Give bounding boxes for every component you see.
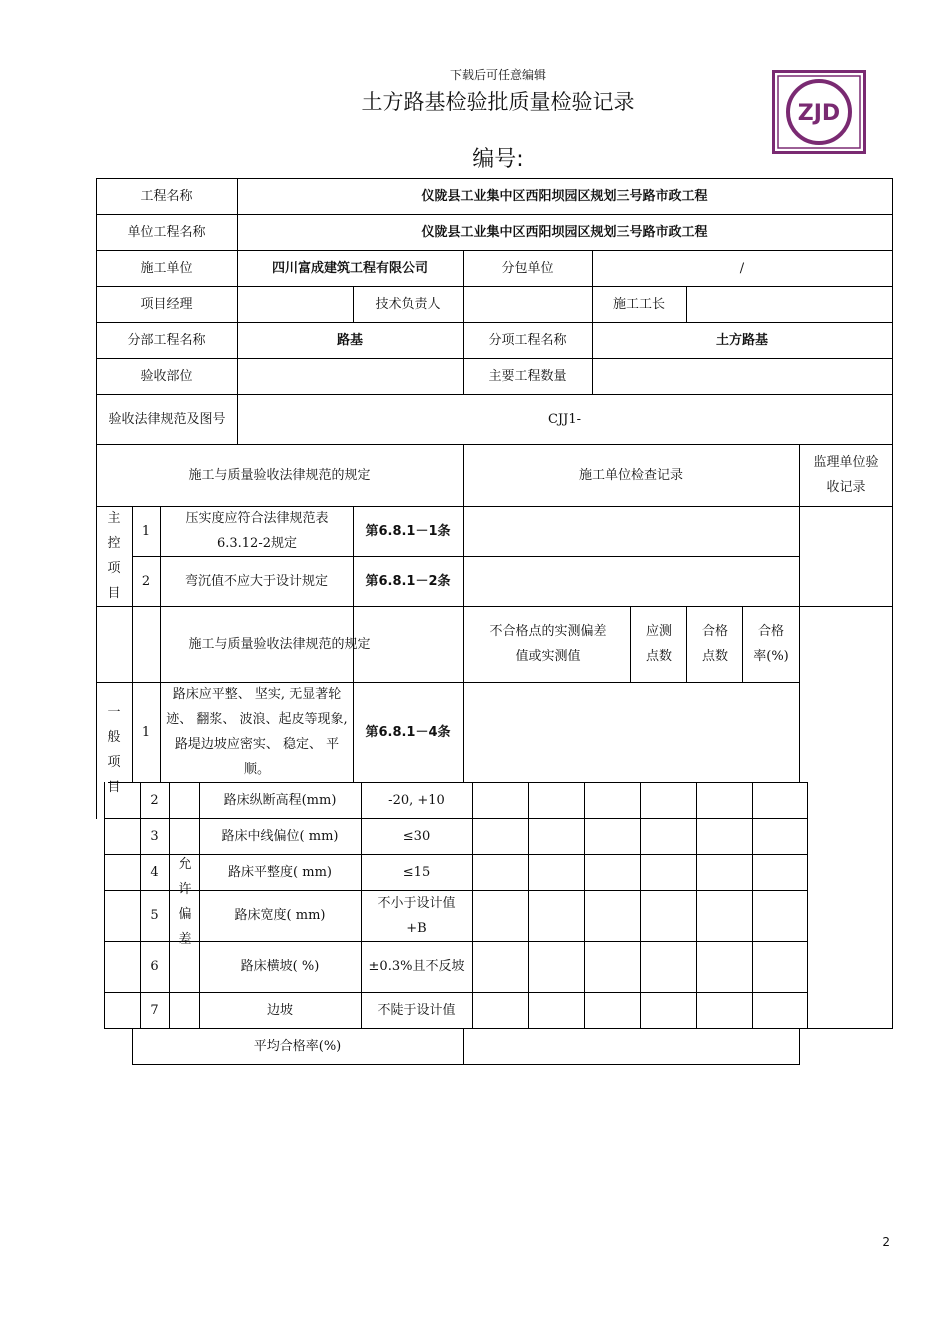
supervisor-record-header: 监理单位验收记录 [813,455,879,495]
contractor-label: 施工单位 [140,260,193,276]
location-label: 验收部位 [140,368,193,384]
standard-value: CJJ1- [547,411,582,427]
dev-row-5-value: 不小于设计值+B [377,895,456,936]
dev-row-4-no: 4 [150,864,159,880]
general-row-1-no: 1 [141,724,151,740]
dev-row-2-value: -20, +10 [388,792,445,808]
main-row-1-no: 1 [141,523,151,539]
grid-vline [463,1028,464,1065]
grid-vline [584,782,585,1029]
grid-vline [696,782,697,1029]
main-row-1-clause: 第6.8.1－1条 [365,523,451,539]
grid-vline [686,286,687,323]
dev-row-2-item: 路床纵断高程(mm) [223,792,337,808]
general-spec-header: 施工与质量验收法律规范的规定 [188,636,371,652]
project-name-label: 工程名称 [140,188,193,204]
grid-vline [463,286,464,323]
grid-vline [742,606,743,683]
unit-project-value: 仪陇县工业集中区西阳坝园区规划三号路市政工程 [421,224,708,240]
general-row-1-text: 路床应平整、 坚实, 无显著轮迹、 翻浆、 波浪、起皮等现象, 路堤边坡应密实、 稳定、 平顺。 [166,687,348,777]
should-measure-header: 应测点数 [645,624,672,664]
subcontractor-label: 分包单位 [501,260,554,276]
grid-hline [96,682,133,683]
pass-rate-header: 合格率(%) [753,624,789,664]
grid-hline [132,1064,800,1065]
avg-rate-label: 平均合格率(%) [253,1038,342,1054]
project-name-value: 仪陇县工业集中区西阳坝园区规划三号路市政工程 [421,188,708,204]
main-row-1-text: 压实度应符合法律规范表6.3.12-2规定 [185,511,329,551]
grid-vline [799,606,800,783]
grid-vline [686,606,687,683]
qualified-points-header: 合格点数 [701,624,728,664]
general-items-label: 一般项目 [107,705,121,795]
general-row-1-clause: 第6.8.1－4条 [365,724,451,740]
grid-vline [472,782,473,1029]
dev-row-5-no: 5 [150,908,159,923]
dev-row-7-item: 边坡 [266,1002,293,1018]
subitem-value: 土方路基 [715,332,768,348]
grid-vline [752,782,753,1029]
grid-vline [799,444,800,607]
page-number: 2 [882,1235,890,1249]
standard-label: 验收法律规范及图号 [108,411,226,427]
grid-vline [104,782,105,1029]
number-label: 编号: [472,147,524,172]
spec-header: 施工与质量验收法律规范的规定 [188,467,371,483]
dev-row-3-item: 路床中线偏位( mm) [221,828,339,844]
deviation-header: 不合格点的实测偏差值或实测值 [489,624,607,664]
allowed-deviation-label: 允许偏差 [178,857,192,947]
dev-row-7-value: 不陡于设计值 [377,1002,456,1018]
dev-row-7-no: 7 [150,1002,159,1018]
main-row-2-no: 2 [141,573,151,589]
dev-row-3-value: ≤30 [402,828,431,844]
dev-row-6-item: 路床横坡( %) [240,959,320,974]
grid-vline [640,782,641,1029]
dev-row-5-item: 路床宽度( mm) [234,908,326,923]
grid-vline [892,178,893,1029]
dev-row-4-value: ≤15 [402,864,431,880]
unit-project-label: 单位工程名称 [127,224,206,240]
check-record-header: 施工单位检查记录 [578,467,683,483]
grid-vline [807,782,808,1029]
division-value: 路基 [336,332,363,348]
contractor-value: 四川富成建筑工程有限公司 [271,260,428,276]
grid-hline [799,1028,893,1029]
dev-row-6-value: ±0.3%且不反坡 [368,959,465,974]
svg-text:ZJD: ZJD [797,101,841,126]
grid-vline [169,782,170,1029]
main-items-label: 主控项目 [107,511,121,601]
division-label: 分部工程名称 [127,332,206,348]
dev-row-2-no: 2 [150,792,159,808]
grid-vline [799,1028,800,1065]
quantity-label: 主要工程数量 [488,368,567,384]
dev-row-4-item: 路床平整度( mm) [228,864,332,880]
company-logo [772,70,866,154]
top-note: 下载后可任意编辑 [449,68,546,82]
dev-row-3-no: 3 [150,828,159,844]
subcontractor-value: / [739,260,745,276]
grid-vline [630,606,631,683]
grid-hline [463,682,800,683]
tech-lead-label: 技术负责人 [375,296,441,312]
page-title: 土方路基检验批质量检验记录 [361,90,635,114]
manager-label: 项目经理 [140,296,193,312]
grid-vline [528,782,529,1029]
main-row-2-text: 弯沉值不应大于设计规定 [184,573,328,589]
subitem-label: 分项工程名称 [488,332,567,348]
dev-row-6-no: 6 [150,959,159,974]
foreman-label: 施工工长 [612,296,665,312]
main-row-2-clause: 第6.8.1－2条 [365,573,451,589]
